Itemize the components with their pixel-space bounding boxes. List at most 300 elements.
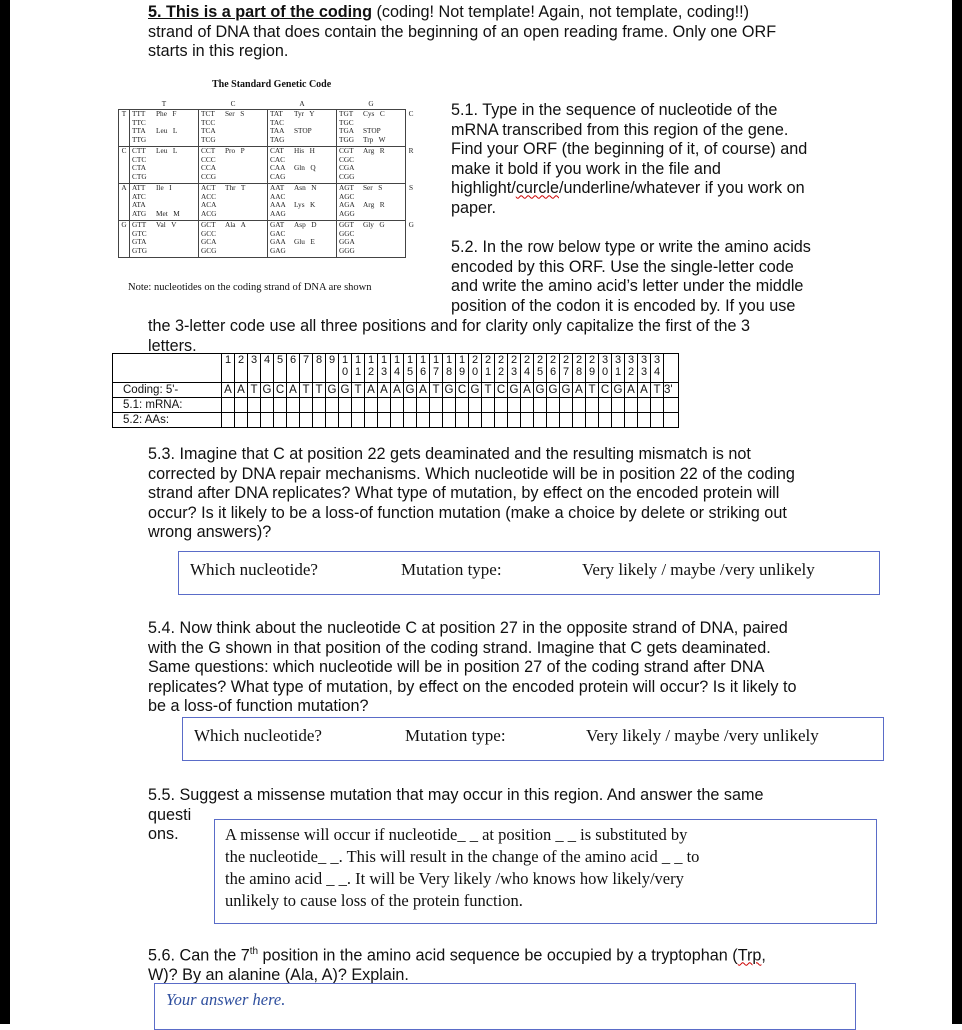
codon: AAA [270,200,286,210]
position-number: 1 6 [417,354,430,383]
position-number: 6 [287,354,300,383]
amino-acid-label: His H [294,146,315,155]
codon: CCG [201,171,217,181]
nucleotide: G [261,383,274,398]
nucleotide: A [391,383,404,398]
position-number: 1 1 [352,354,365,383]
codon: GAG [270,245,286,255]
codon: CAA [270,163,286,173]
aa-cell[interactable] [664,413,679,428]
q52-line3: and write the amino acid’s letter under the middle [451,277,804,296]
codon: CTT [132,146,146,155]
mrna-cell[interactable] [664,398,679,413]
mrna-cell[interactable] [560,398,573,413]
q51-text [451,101,807,219]
aa-cell[interactable] [521,413,534,428]
codon: CAC [270,154,286,164]
codon-block-row [119,110,417,147]
codon: TTA [132,126,146,136]
position-number: 1 3 [378,354,391,383]
q54-answer-box[interactable] [182,717,884,761]
codon: TCG [201,134,216,144]
nucleotide: T [586,383,599,398]
q53-line4: occur? Is it likely to be a loss-of function mutation (make a choice by delete or striking out [148,503,787,522]
q51-line4: make it bold if you work in the file and [451,159,721,178]
mrna-cell[interactable] [235,398,248,413]
sequence-table [112,353,679,428]
genetic-code-table [118,100,417,258]
nucleotide: G [534,383,547,398]
codon: GGC [339,228,355,238]
position-number: 4 [261,354,274,383]
codon: TAG [270,134,285,144]
codon: TAC [270,117,285,127]
codon: GCT [201,220,216,229]
mrna-cell[interactable] [313,398,326,413]
amino-acid-label: Gln Q [294,163,316,173]
nucleotide: A [365,383,378,398]
nucleotide: G [612,383,625,398]
mrna-cell[interactable] [651,398,664,413]
codon: GAT [270,220,285,229]
q56-line1a: 5.6. Can the 7 [148,946,250,965]
codon: GCG [201,245,217,255]
first-position-label: C [119,147,130,184]
mrna-cell[interactable] [469,398,482,413]
codon-block-row [119,147,417,184]
codon: GTA [132,237,147,247]
position-number: 1 [222,354,235,383]
amino-acid-label: Pro P [225,146,245,155]
q51-line1: 5.1. Type in the sequence of nucleotide of the [451,101,778,119]
nucleotide: T [352,383,365,398]
q55-answer-box[interactable] [214,819,877,924]
aa-cell[interactable] [560,413,573,428]
q52-line6: letters. [148,336,197,355]
codon: CAT [270,146,284,155]
nucleotide: G [547,383,560,398]
mrna-cell[interactable] [326,398,339,413]
q53-line1: 5.3. Imagine that C at position 22 gets deaminated and the resulting mismatch is not [148,445,751,463]
aa-cell[interactable] [612,413,625,428]
codon: TCA [201,126,216,136]
mrna-cell[interactable] [339,398,352,413]
nucleotide: C [274,383,287,398]
nucleotide: G [404,383,417,398]
mrna-cell[interactable] [300,398,313,413]
q55-fill-line4[interactable]: unlikely to cause loss of the protein function. [225,891,523,910]
mrna-cell[interactable] [404,398,417,413]
amino-acid-label: Tyr Y [294,109,315,118]
position-number: 2 1 [482,354,495,383]
codon: GTT [132,220,147,229]
amino-acid-label: Ala A [225,220,246,229]
position-number: 1 9 [456,354,469,383]
amino-acid-label: Ser S [363,183,383,192]
q53-line2: corrected by DNA repair mechanisms. Which nucleotide will be in position 22 of the coding [148,464,795,483]
codon: ATC [132,191,146,201]
aa-cell[interactable] [378,413,391,428]
q56-text [148,942,766,986]
position-number: 2 8 [573,354,586,383]
nucleotide: G [560,383,573,398]
superscript: th [249,946,259,957]
amino-acid-label: Ser S [225,109,245,118]
likelihood-choice[interactable]: Very likely / maybe /very unlikely [582,560,815,579]
position-number: 8 [313,354,326,383]
mrna-cell[interactable] [547,398,560,413]
codon-block-row [119,221,417,258]
position-number: 2 7 [560,354,573,383]
aa-cell[interactable] [599,413,612,428]
codon-cell [130,147,199,184]
aa-cell[interactable] [352,413,365,428]
codon-cell [199,147,268,184]
amino-acid-label: Cys C [363,109,385,118]
nucleotide: C [495,383,508,398]
q5-intro [148,3,776,62]
amino-acid-label: Lys K [294,200,316,210]
q5-line2: strand of DNA that does contain the beginning of an open reading frame. Only one ORF [148,22,777,41]
codon-cell [199,110,268,147]
q53-line3: strand after DNA replicates? What type of mutation, by effect on the encoded protein will [148,484,780,503]
position-number: 2 3 [508,354,521,383]
amino-acid-label: STOP [363,126,381,136]
which-nucleotide-label: Which nucleotide? [194,726,322,745]
codon: TAT [270,109,283,118]
which-nucleotide-label: Which nucleotide? [190,560,318,579]
codon-cell [130,184,199,221]
mrna-cell[interactable] [534,398,547,413]
codon: ACA [201,200,217,210]
mrna-cell[interactable] [417,398,430,413]
amino-acid-label: Glu E [294,237,315,247]
mrna-cell[interactable] [365,398,378,413]
amino-acid-label: Val V [156,220,177,229]
codon: ATG [132,208,147,218]
right-page-edge [952,0,962,1024]
codon: AGC [339,191,355,201]
nucleotide: A [521,383,534,398]
position-number: 2 [235,354,248,383]
position-number: 3 0 [599,354,612,383]
codon: AGA [339,200,355,210]
aa-cell[interactable] [495,413,508,428]
mrna-cell[interactable] [625,398,638,413]
codon-cell [199,221,268,258]
nucleotide: T [430,383,443,398]
misspelled-word: Trp [737,946,762,965]
nucleotide: C [599,383,612,398]
position-number: 1 0 [339,354,352,383]
position-number: 7 [300,354,313,383]
aa-cell[interactable] [573,413,586,428]
codon: AAC [270,191,286,201]
codon-cell [337,221,406,258]
q51-line5a: highlight/ [451,179,516,198]
q55-fill-line1[interactable]: A missense will occur if nucleotide_ _ at position _ _ is substituted by [225,825,688,844]
amino-acid-label: Trp W [363,134,386,144]
codon: CTC [132,154,147,164]
aas-row [113,413,679,428]
q53-answer-box[interactable] [178,551,880,595]
nucleotide: G [508,383,521,398]
aa-cell[interactable] [274,413,287,428]
codon: CGC [339,154,355,164]
codon: AAG [270,208,286,218]
codon: GCC [201,228,217,238]
misspelled-word: curcle [515,179,559,198]
nucleotide: G [339,383,352,398]
position-number: 1 5 [404,354,417,383]
mrna-cell[interactable] [378,398,391,413]
nucleotide: T [248,383,261,398]
position-number: 3 [248,354,261,383]
aa-cell[interactable] [508,413,521,428]
aa-cell[interactable] [625,413,638,428]
likelihood-choice[interactable]: Very likely / maybe /very unlikely [586,726,819,745]
codon-cell [268,110,337,147]
q52-text [451,238,811,316]
codon: CCT [201,146,216,155]
mrna-row-label: 5.1: mRNA: [113,398,222,413]
position-number: 2 0 [469,354,482,383]
codon: GTG [132,245,147,255]
aa-cell[interactable] [261,413,274,428]
codon-cell [268,147,337,184]
aa-cell[interactable] [222,413,235,428]
mrna-cell[interactable] [261,398,274,413]
nucleotide: T [300,383,313,398]
aa-cell[interactable] [235,413,248,428]
q56-answer-box[interactable] [154,983,856,1030]
aa-cell[interactable] [300,413,313,428]
q54-text [148,619,796,717]
nucleotide: A [573,383,586,398]
q5-title: 5. This is a part of the coding [148,3,372,21]
aa-cell[interactable] [443,413,456,428]
aas-row-label: 5.2: AAs: [113,413,222,428]
second-position-header: A [299,99,305,109]
codon-cell [199,184,268,221]
coding-row [113,383,679,398]
codon-block-row [119,184,417,221]
aa-cell[interactable] [339,413,352,428]
aa-cell[interactable] [365,413,378,428]
codon: TTT [132,109,146,118]
position-number: 9 [326,354,339,383]
amino-acid-label: Arg R [363,146,385,155]
q53-line5: wrong answers)? [148,523,272,542]
nucleotide: A [638,383,651,398]
codon: TGT [339,109,354,118]
codon: TAA [270,126,285,136]
aa-cell[interactable] [469,413,482,428]
codon: ATA [132,200,146,210]
codon: GAC [270,228,286,238]
q5-intro-rest: (coding! Not template! Again, not template, coding!!) [371,3,749,21]
q55-fill-line3[interactable]: the amino acid _ _. It will be Very likely /who knows how likely/very [225,869,684,888]
q5-line3: starts in this region. [148,42,289,61]
amino-acid-label: Arg R [363,200,385,210]
position-number: 2 2 [495,354,508,383]
position-number: 2 9 [586,354,599,383]
mrna-cell[interactable] [287,398,300,413]
codon: CCC [201,154,216,164]
q52-line2: encoded by this ORF. Use the single-letter code [451,257,794,276]
codon: AGG [339,208,355,218]
aa-cell[interactable] [326,413,339,428]
aa-cell[interactable] [313,413,326,428]
mutation-type-label: Mutation type: [401,560,502,579]
genetic-code-note: Note: nucleotides on the coding strand of DNA are shown [128,282,372,293]
q51-line3: Find your ORF (the beginning of it, of course) and [451,140,808,159]
codon: CGT [339,146,354,155]
q56-line2: W)? By an alanine (Ala, A)? Explain. [148,965,409,984]
amino-acid-label: Leu L [156,146,178,155]
nucleotide: G [443,383,456,398]
aa-cell[interactable] [586,413,599,428]
mrna-cell[interactable] [482,398,495,413]
nucleotide: C [456,383,469,398]
codon-cell [130,110,199,147]
position-number: 3 4 [651,354,664,383]
aa-cell[interactable] [430,413,443,428]
q56-line1d: , [761,946,766,965]
amino-acid-label: Gly G [363,220,385,229]
aa-cell[interactable] [391,413,404,428]
amino-acid-label: Leu L [156,126,178,136]
mrna-cell[interactable] [430,398,443,413]
position-number: 1 7 [430,354,443,383]
amino-acid-label: Asp D [294,220,317,229]
three-prime-label: 3' [664,383,679,398]
nucleotide: G [326,383,339,398]
amino-acid-label: STOP [294,126,312,136]
aa-cell[interactable] [456,413,469,428]
q51-line5c: /underline/whatever if you work on [559,179,805,198]
aa-cell[interactable] [417,413,430,428]
position-number: 3 2 [625,354,638,383]
codon: ATT [132,183,146,192]
mrna-cell[interactable] [222,398,235,413]
nucleotide: A [417,383,430,398]
third-letter-label: C [408,108,414,118]
q55-fill-line2[interactable]: the nucleotide_ _. This will result in the change of the amino acid _ _ to [225,847,700,866]
codon: GTC [132,228,147,238]
codon-cell [337,184,406,221]
mrna-cell[interactable] [352,398,365,413]
mrna-cell[interactable] [508,398,521,413]
nucleotide: A [235,383,248,398]
codon: CGG [339,171,355,181]
mrna-cell[interactable] [391,398,404,413]
codon: TGA [339,126,354,136]
mrna-cell[interactable] [456,398,469,413]
codon: TCC [201,117,216,127]
genetic-code-title: The Standard Genetic Code [212,79,332,90]
mrna-cell[interactable] [495,398,508,413]
aa-cell[interactable] [651,413,664,428]
q51-line6: paper. [451,198,497,217]
aa-cell[interactable] [547,413,560,428]
q52-line5: the 3-letter code use all three positions and for clarity only capitalize the first of the 3 [148,317,750,335]
q52-text-cont [148,317,750,356]
codon: TTG [132,134,147,144]
position-number: 2 6 [547,354,560,383]
nucleotide: A [222,383,235,398]
codon-cell [130,221,199,258]
codon: GGG [339,245,355,255]
codon: AGT [339,183,354,192]
first-position-label: G [119,221,130,258]
codon: CTG [132,171,147,181]
nucleotide: T [482,383,495,398]
aa-cell[interactable] [287,413,300,428]
left-page-edge [0,0,10,1024]
mrna-cell[interactable] [586,398,599,413]
q56-line1b: position in the amino acid sequence be occupied by a tryptophan ( [258,946,738,965]
codon-cell [337,110,406,147]
q54-line3: Same questions: which nucleotide will be in position 27 of the coding strand after DNA [148,658,765,677]
position-number: 3 1 [612,354,625,383]
q55-line2: questi [148,805,192,824]
aa-cell[interactable] [534,413,547,428]
codon: TTC [132,117,146,127]
nucleotide: A [625,383,638,398]
nucleotide: T [313,383,326,398]
aa-cell[interactable] [482,413,495,428]
position-number: 1 2 [365,354,378,383]
amino-acid-label: Thr T [225,183,246,192]
third-letter-label: R [408,145,414,155]
codon: GGA [339,237,355,247]
codon-cell [268,221,337,258]
second-position-header: G [368,99,374,109]
mrna-cell[interactable] [248,398,261,413]
mrna-cell[interactable] [612,398,625,413]
position-number: 2 4 [521,354,534,383]
codon: CCA [201,163,217,173]
mrna-cell[interactable] [599,398,612,413]
mrna-cell[interactable] [521,398,534,413]
q54-line4: replicates? What type of mutation, by effect on the encoded protein will occur? Is it likely to [148,677,797,696]
codon: ACC [201,191,217,201]
answer-placeholder[interactable]: Your answer here. [166,990,286,1009]
codon: CAG [270,171,286,181]
mrna-cell[interactable] [638,398,651,413]
mrna-cell[interactable] [573,398,586,413]
codon: TGG [339,134,354,144]
aa-cell[interactable] [248,413,261,428]
q54-line2: with the G shown in that position of the coding strand. Imagine that C gets deaminated. [148,638,771,657]
third-letter-label: G [408,219,414,229]
first-position-label: T [119,110,130,147]
coding-label: Coding: 5'- [113,383,222,398]
mrna-cell[interactable] [274,398,287,413]
amino-acid-label: Phe F [156,109,177,118]
mrna-row [113,398,679,413]
second-position-header: T [161,99,167,109]
aa-cell[interactable] [404,413,417,428]
codon-cell [337,147,406,184]
aa-cell[interactable] [638,413,651,428]
codon: ACG [201,208,217,218]
position-row [113,354,679,383]
codon-cell [268,184,337,221]
mrna-cell[interactable] [443,398,456,413]
nucleotide: A [287,383,300,398]
